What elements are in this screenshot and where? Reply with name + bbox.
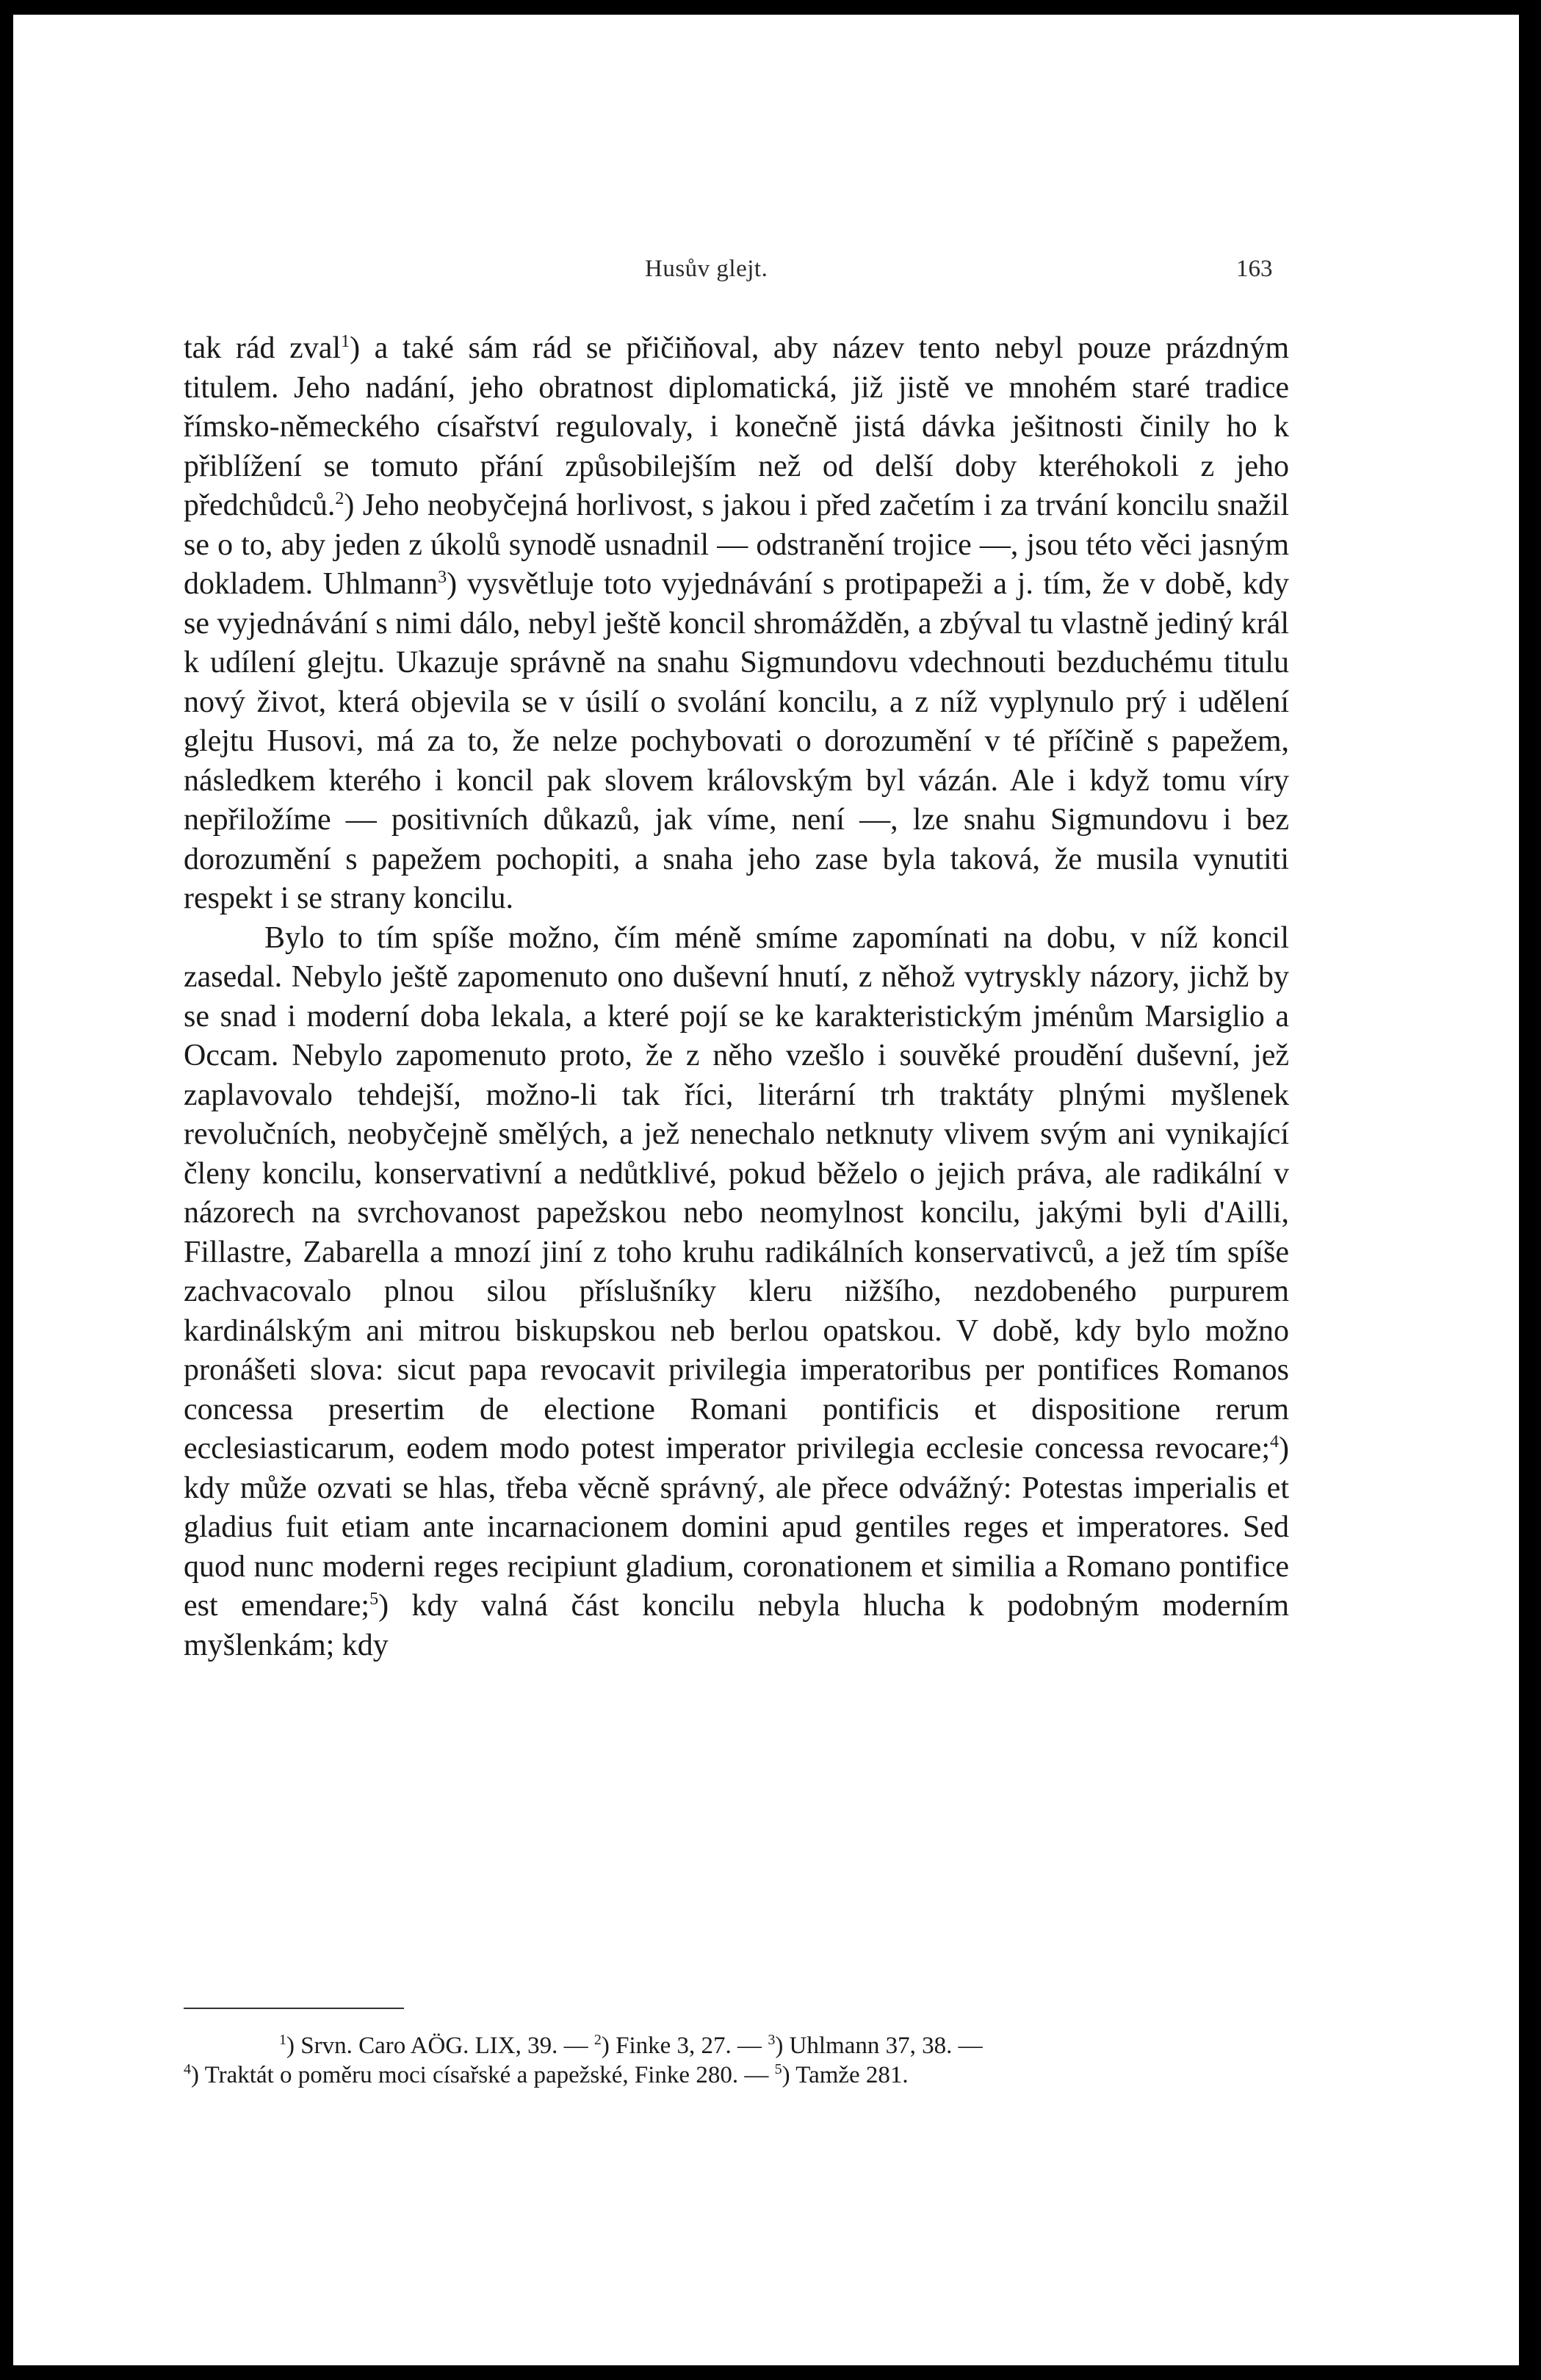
paragraph-2-text-3: ) kdy valná část koncilu nebyla hlucha k podobným moderním myšlenkám; kdy — [184, 1589, 1289, 1662]
paragraph-2-text-1: Bylo to tím spíše možno, čím méně smíme zapomínati na dobu, v níž koncil zasedal. Nebylo ještě zapomenuto ono duševní hnutí, z něhož vytryskly názory, jichž by se snad i moderní doba lekala, a které pojí se ke karakteristickým jménům Marsiglio a Occam. Nebylo zapomenuto proto, že z něho vzešlo i souvěké proudění duševní, jež zaplavovalo tehdejší, možno-li tak říci, literární trh traktáty plnými myšlenek revolučních, neobyčejně smělých, a jež nenechalo netknuty vlivem svým ani vynikající členy koncilu, konservativní a nedůtklivé, pokud běželo o jejich práva, ale radikální v názorech na svrchovanost papežskou nebo neomylnost koncilu, jakými byli d'Ailli, Fillastre, Zabarella a mnozí jiní z toho kruhu radikálních konservativců, a jež tím spíše zachvacovalo plnou silou příslušníky kleru nižšího, nezdobeného purpurem kardinálským ani mitrou biskupskou neb berlou opatskou. V době, kdy bylo možno pronášeti slova: sicut papa revocavit privilegia imperatoribus per pontifices Romanos concessa presertim de electione Romani pontificis et dispositione rerum ecclesiasticarum, eodem modo potest imperator privilegia ecclesie concessa revocare; — [184, 920, 1289, 1465]
running-title: Husův glejt. — [645, 256, 768, 282]
footnote-mark-1: 1 — [279, 2032, 286, 2048]
footnote-ref-5: 5 — [369, 1590, 379, 1609]
footnote-ref-4: 4 — [1270, 1432, 1279, 1452]
page-header — [13, 256, 1519, 292]
page-number: 163 — [1236, 256, 1273, 282]
paragraph-2 — [184, 919, 1289, 1666]
paragraph-1-text-4: ) vysvětluje toto vyjednávání s protipapeži a j. tím, že v době, kdy se vyjednávání s nimi dálo, nebyl ještě koncil shromážděn, a zbýval tu vlastně jediný král k udílení glejtu. Ukazuje správně na snahu Sigmundovu vdechnouti bezduchému titulu nový život, která objevila se v úsilí o svolání koncilu, a z níž vyplynulo prý i udělení glejtu Husovi, má za to, že nelze pochybovati o dorozumění v té příčině s papežem, následkem kterého i koncil pak slovem královským byl vázán. Ale i když tomu víry nepřiložíme — positivních důkazů, jak víme, není —, lze snahu Sigmundovu i bez dorozumění s papežem pochopiti, a snaha jeho zase byla taková, že musila vynutiti respekt i se strany koncilu. — [184, 567, 1289, 915]
footnote-divider — [184, 2008, 404, 2009]
footnote-text-1: ) Srvn. Caro AÖG. LIX, 39. — — [286, 2033, 594, 2059]
paragraph-1-text-3: ) Jeho neobyčejná horlivost, s jakou i před začetím i za trvání koncilu snažil se o to, aby jeden z úkolů synodě usnadnil — odstranění trojice —, jsou této věci jasným dokladem. Uhlmann — [184, 488, 1289, 601]
paragraph-1-text-2: ) a také sám rád se přičiňoval, aby název tento nebyl pouze prázdným titulem. Jeho nadání, jeho obratnost diplomatická, již jistě ve mnohém staré tradice římsko-německého císařství regulovaly, i konečně jistá dávka ješitnosti činily ho k přiblížení se tomuto přání způsobilejším než od delší doby kteréhokoli z jeho předchůdců. — [184, 331, 1289, 522]
footnote-mark-5: 5 — [774, 2061, 782, 2077]
footnote-mark-2: 2 — [593, 2032, 602, 2048]
footnote-ref-2: 2 — [335, 489, 344, 508]
footnote-line-1 — [184, 2031, 1329, 2060]
body-text — [184, 329, 1289, 1665]
footnote-ref-1: 1 — [341, 332, 350, 351]
footnote-text-4: ) Traktát o poměru moci císařské a papežské, Finke 280. — — [191, 2062, 775, 2088]
paragraph-1-text-1: tak rád zval — [184, 331, 342, 365]
footnote-ref-3: 3 — [438, 568, 447, 587]
footnote-text-5: ) Tamže 281. — [782, 2062, 909, 2088]
paragraph-2-text-2: ) kdy může ozvati se hlas, třeba věcně správný, ale přece odvážný: Potestas imperialis et gladius fuit etiam ante incarnacionem domini apud gentiles reges et imperatores. Sed quod nunc moderni reges recipiunt gladium, coronationem et similia a Romano pontifice est emendare; — [184, 1432, 1289, 1623]
footnotes — [184, 2031, 1329, 2090]
footnote-mark-4: 4 — [184, 2061, 191, 2077]
footnote-text-2: ) Finke 3, 27. — — [601, 2033, 768, 2059]
paragraph-1 — [184, 329, 1289, 919]
footnote-line-2 — [184, 2060, 1329, 2090]
document-page — [13, 15, 1519, 2365]
footnote-text-3: ) Uhlmann 37, 38. — — [775, 2033, 983, 2059]
footnote-mark-3: 3 — [768, 2032, 776, 2048]
